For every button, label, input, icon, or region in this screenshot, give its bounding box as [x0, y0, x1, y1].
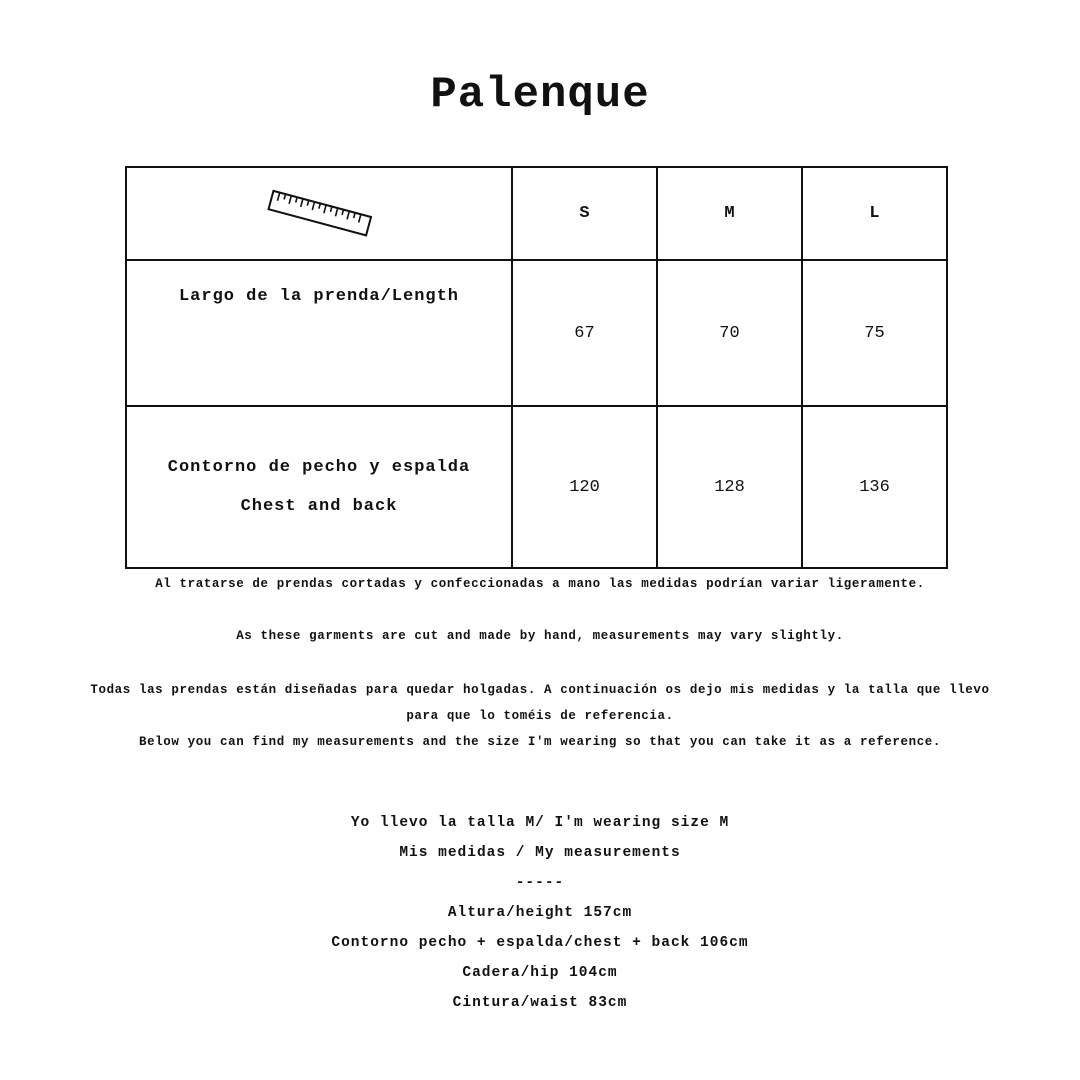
handmade-note-en: As these garments are cut and made by hand, measurements may vary slightly. — [236, 629, 844, 643]
chest-value-m: 128 — [657, 406, 802, 568]
table-row-chest — [126, 406, 947, 568]
size-header-m: M — [657, 167, 802, 260]
fit-note-en: Below you can find my measurements and the size I'm wearing so that you can take it as a reference. — [138, 735, 942, 749]
measurement-chest-back: Contorno pecho + espalda/chest + back 106cm — [331, 935, 749, 951]
handmade-note-es: Al tratarse de prendas cortadas y confeccionadas a mano las medidas podrían variar ligeramente. — [155, 577, 925, 591]
size-chart-table — [125, 166, 948, 569]
measurement-hip: Cadera/hip 104cm — [462, 965, 618, 981]
row-label-chest — [126, 406, 512, 568]
size-header-s: S — [512, 167, 657, 260]
length-value-m: 70 — [657, 260, 802, 406]
ruler-icon — [265, 189, 373, 243]
measurement-height: Altura/height 157cm — [447, 905, 633, 921]
table-header-row — [126, 167, 947, 260]
fit-note — [0, 677, 1080, 755]
length-value-s: 67 — [512, 260, 657, 406]
fit-note-es-line2: para que lo toméis de referencia. — [406, 709, 674, 723]
page-title: Palenque — [430, 70, 650, 120]
chest-value-s: 120 — [512, 406, 657, 568]
row-label-length: Largo de la prenda/Length — [126, 260, 512, 406]
my-measurements-section — [0, 808, 1080, 1018]
divider: ----- — [515, 875, 565, 891]
header-icon-cell — [126, 167, 512, 260]
size-worn: Yo llevo la talla M/ I'm wearing size M — [350, 815, 730, 831]
row-label-chest-en: Chest and back — [240, 497, 398, 516]
fit-note-es-line1: Todas las prendas están diseñadas para quedar holgadas. A continuación os dejo mis medidas y la talla que llevo — [90, 683, 990, 697]
measurements-heading: Mis medidas / My measurements — [399, 845, 681, 861]
table-row-length — [126, 260, 947, 406]
size-header-l: L — [802, 167, 947, 260]
length-value-l: 75 — [802, 260, 947, 406]
measurement-waist: Cintura/waist 83cm — [452, 995, 628, 1011]
chest-value-l: 136 — [802, 406, 947, 568]
row-label-chest-es: Contorno de pecho y espalda — [167, 458, 471, 477]
